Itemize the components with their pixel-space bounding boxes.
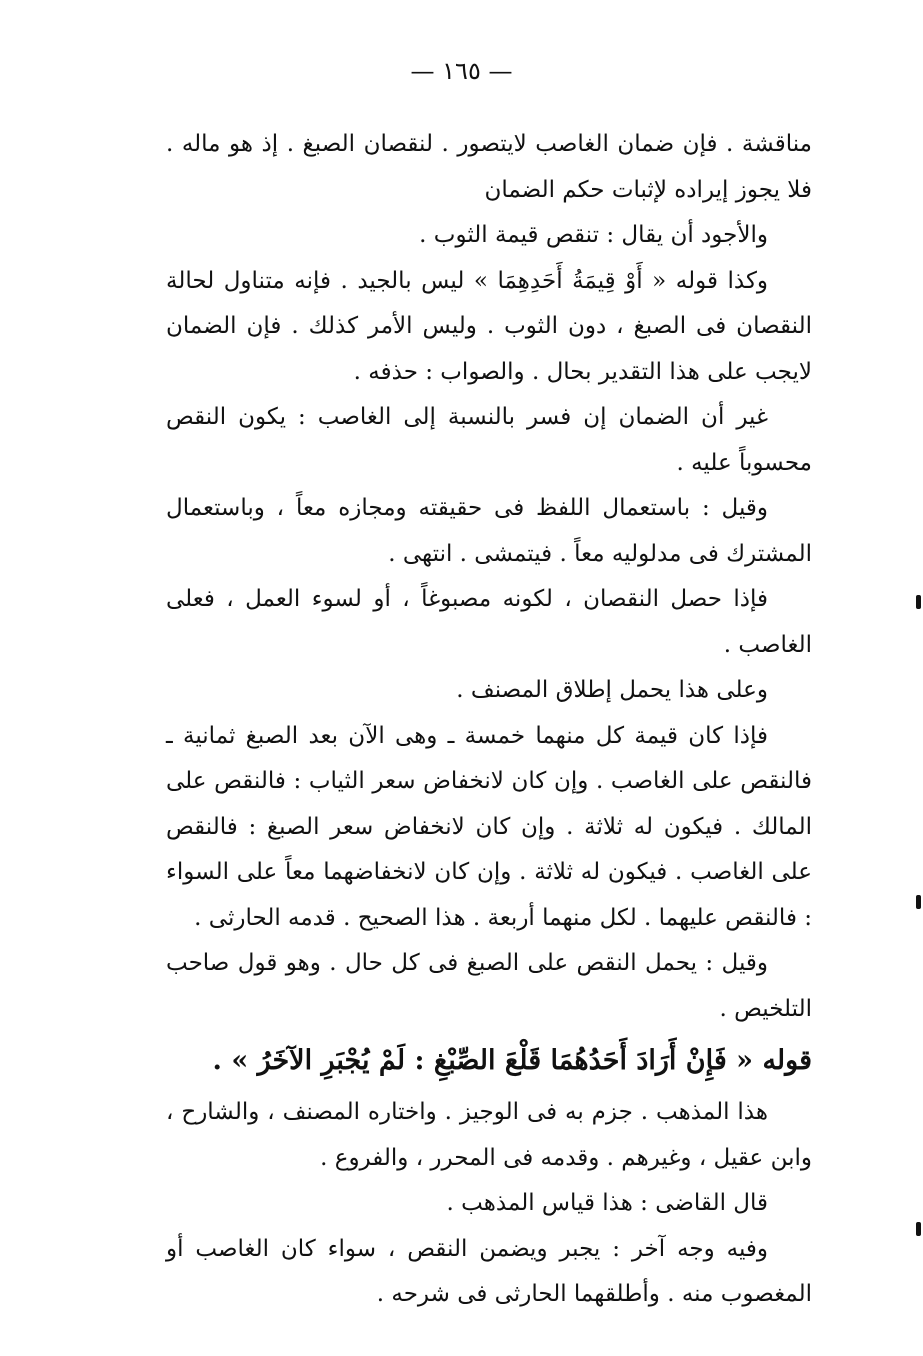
paragraph: فإذا كان قيمة كل منهما خمسة ـ وهى الآن بعد الصبغ ثمانية ـ فالنقص على الغاصب . وإن كان لانخفاض سعر الثياب : فالنقص على المالك . فيكون له ثلاثة . وإن كان لانخفاض سعر الصبغ : فالنقص على الغاصب . فيكون له ثلاثة . وإن كان لانخفاضهما معاً على السواء : فالنقص عليهما . لكل منهما أربعة . هذا الصحيح . قدمه الحارثى . bbox=[166, 722, 812, 931]
page-number: — ١٦٥ — bbox=[410, 57, 513, 85]
paragraph: وعلى هذا يحمل إطلاق المصنف . bbox=[456, 677, 768, 703]
paragraph: وفيه وجه آخر : يجبر ويضمن النقص ، سواء كان الغاصب أو المغصوب منه . وأطلقهما الحارثى فى شرحه . bbox=[166, 1235, 812, 1307]
paragraph: فإذا حصل النقصان ، لكونه مصبوغاً ، أو لسوء العمل ، فعلى الغاصب . bbox=[166, 586, 812, 658]
paragraph: هذا المذهب . جزم به فى الوجيز . واختاره المصنف ، والشارح ، وابن عقيل ، وغيرهم . وقدمه فى المحرر ، والفروع . bbox=[166, 1099, 812, 1171]
paragraph: والأجود أن يقال : تنقص قيمة الثوب . bbox=[419, 222, 768, 248]
paragraph: وكذا قوله « أَوْ قِيمَةُ أَحَدِهِمَا » ليس بالجيد . فإنه متناول لحالة النقصان فى الصبغ ، دون الثوب . وليس الأمر كذلك . فإن الضمان لايجب على هذا التقدير بحال . والصواب : حذفه . bbox=[166, 267, 812, 385]
margin-mark bbox=[916, 1222, 921, 1236]
paragraph: قال القاضى : هذا قياس المذهب . bbox=[446, 1190, 768, 1216]
paragraph: وقيل : باستعمال اللفظ فى حقيقته ومجازه معاً ، وباستعمال المشترك فى مدلوليه معاً . فيتمشى . انتهى . bbox=[166, 495, 812, 567]
margin-mark bbox=[916, 895, 921, 909]
page-body bbox=[166, 122, 812, 1318]
paragraph: وقيل : يحمل النقص على الصبغ فى كل حال . وهو قول صاحب التلخيص . bbox=[166, 950, 812, 1022]
margin-mark bbox=[916, 595, 921, 609]
section-heading: قوله « فَإِنْ أَرَادَ أَحَدُهُمَا قَلْعَ الصِّبْغِ : لَمْ يُجْبَرِ الآخَرُ » . bbox=[212, 1045, 812, 1076]
paragraph: غير أن الضمان إن فسر بالنسبة إلى الغاصب : يكون النقص محسوباً عليه . bbox=[166, 404, 812, 476]
paragraph: مناقشة . فإن ضمان الغاصب لايتصور . لنقصان الصبغ . إذ هو ماله . فلا يجوز إيراده لإثبات حكم الضمان bbox=[166, 131, 812, 203]
